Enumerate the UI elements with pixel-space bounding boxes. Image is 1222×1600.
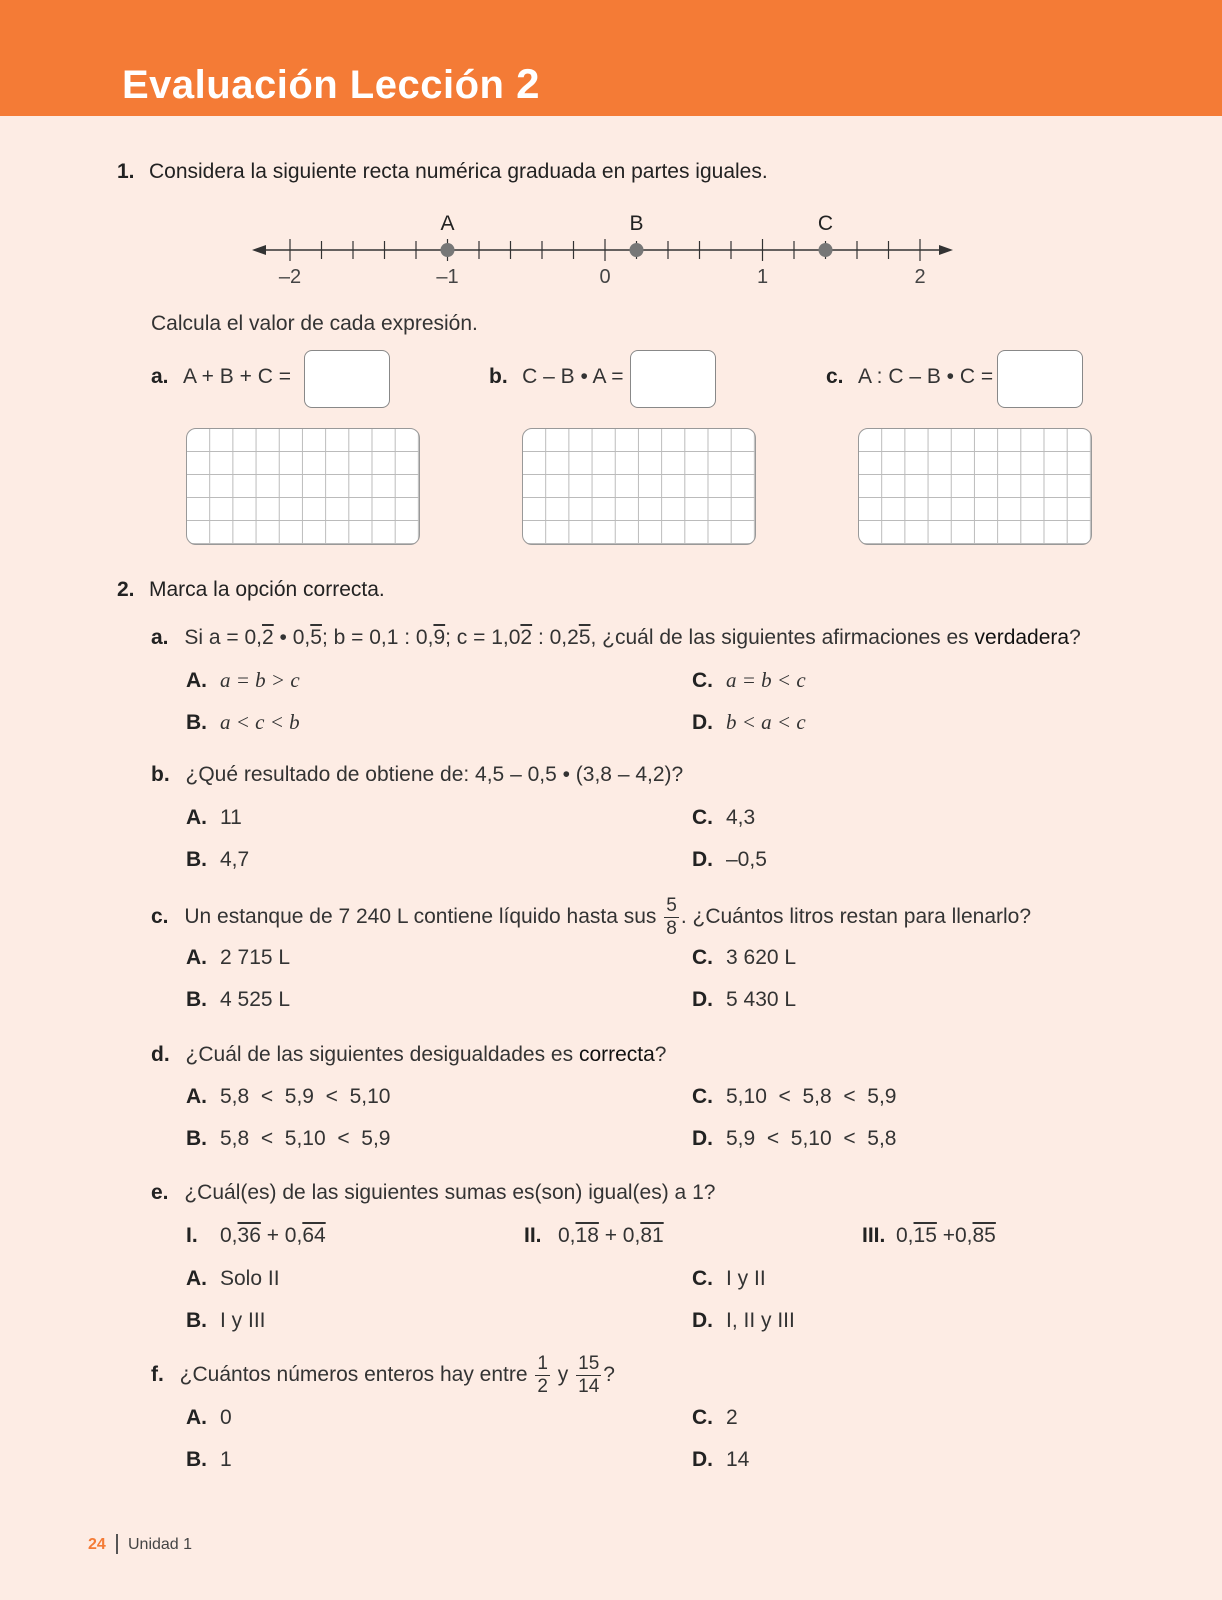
- repeating-digit: 5: [310, 626, 322, 649]
- answer-box-c[interactable]: [997, 350, 1083, 408]
- tick-label: –1: [436, 266, 459, 288]
- question-2f: [151, 1353, 615, 1398]
- text-fragment: ; c = 1,0: [445, 626, 521, 649]
- option-text: b < a < c: [726, 710, 806, 734]
- option-2d-C[interactable]: [692, 1085, 896, 1109]
- page-number: 24: [88, 1536, 106, 1553]
- emphasis-word: verdadera: [974, 626, 1070, 649]
- option-text: 5,8 < 5,10 < 5,9: [220, 1127, 391, 1150]
- option-letter: C.: [692, 1267, 713, 1290]
- page-title: [122, 60, 540, 108]
- text-fragment: ; b = 0,1 : 0,: [321, 626, 434, 649]
- emphasis-word: correcta: [578, 1043, 655, 1066]
- part-letter: b.: [489, 365, 508, 388]
- sub-letter: e.: [151, 1181, 169, 1204]
- lesson-number: 2: [516, 60, 540, 107]
- option-text: 5,8 < 5,9 < 5,10: [220, 1085, 391, 1108]
- text-fragment: + 0,: [598, 1224, 641, 1247]
- option-text: 5 430 L: [726, 988, 797, 1011]
- fraction-numerator: 15: [578, 1353, 600, 1374]
- question-2c: [151, 895, 1031, 940]
- point-label: B: [629, 212, 644, 235]
- text-fragment: a = 0,: [208, 626, 263, 649]
- point-b: [630, 243, 644, 257]
- sum-III: [862, 1224, 996, 1248]
- text-fragment: 0,: [558, 1224, 576, 1247]
- work-grid-a[interactable]: [186, 428, 420, 545]
- option-letter: C.: [692, 669, 713, 692]
- option-text: 3 620 L: [726, 946, 797, 969]
- repeating-digits: 81: [640, 1224, 664, 1247]
- option-letter: D.: [692, 711, 713, 734]
- option-letter: A.: [186, 1267, 207, 1290]
- option-letter: D.: [692, 848, 713, 871]
- tick-label: 0: [599, 266, 611, 288]
- option-text: 14: [726, 1448, 750, 1471]
- work-grid-b[interactable]: [522, 428, 756, 545]
- repeating-digits: 64: [302, 1224, 326, 1247]
- option-letter: A.: [186, 1406, 207, 1429]
- footer-divider: [116, 1534, 118, 1554]
- sub-letter: c.: [151, 905, 169, 929]
- instruction-text: Calcula el valor de cada expresión.: [151, 312, 478, 335]
- option-2b-B[interactable]: [186, 848, 249, 872]
- answer-box-b[interactable]: [630, 350, 716, 408]
- fraction-numerator: 5: [666, 895, 677, 916]
- tick-label: –2: [278, 266, 302, 288]
- option-2b-A[interactable]: [186, 806, 242, 830]
- question-2-header: [117, 578, 385, 602]
- part-a-expression: [151, 365, 291, 389]
- repeating-digits: 85: [972, 1224, 996, 1247]
- option-text: 2 715 L: [220, 946, 291, 969]
- option-text: 5,9 < 5,10 < 5,8: [726, 1127, 897, 1150]
- arrow-left-icon: [252, 245, 266, 255]
- question-number: 2.: [117, 578, 135, 601]
- roman-numeral: III.: [862, 1224, 886, 1247]
- part-letter: c.: [826, 365, 844, 388]
- option-2b-C[interactable]: [692, 806, 755, 830]
- part-c-expression: [826, 365, 993, 389]
- option-text: a < c < b: [220, 710, 300, 734]
- option-letter: D.: [692, 988, 713, 1011]
- option-text: I y II: [726, 1267, 766, 1290]
- option-2e-B[interactable]: [186, 1309, 266, 1333]
- option-2a-B[interactable]: [186, 710, 300, 735]
- part-b-expression: [489, 365, 623, 389]
- fraction-denominator: 2: [537, 1376, 548, 1397]
- text-fragment: Un estanque de 7 240 L contiene líquido hasta sus: [184, 905, 663, 929]
- sub-letter: f.: [151, 1363, 164, 1387]
- sub-letter: b.: [151, 763, 170, 786]
- option-2f-C[interactable]: [692, 1406, 738, 1430]
- option-letter: B.: [186, 711, 207, 734]
- option-text: I, II y III: [726, 1309, 795, 1332]
- option-letter: B.: [186, 1127, 207, 1150]
- work-grid-c[interactable]: [858, 428, 1092, 545]
- option-2f-D[interactable]: [692, 1448, 749, 1472]
- option-text: 4 525 L: [220, 988, 291, 1011]
- option-letter: B.: [186, 988, 207, 1011]
- option-2e-C[interactable]: [692, 1267, 766, 1291]
- repeating-digits: 18: [575, 1224, 599, 1247]
- roman-numeral: I.: [186, 1224, 198, 1247]
- question-2a: [151, 626, 1081, 650]
- repeating-digit: 9: [433, 626, 446, 649]
- repeating-digit: 5: [578, 626, 591, 649]
- option-2d-B[interactable]: [186, 1127, 390, 1151]
- option-2d-D[interactable]: [692, 1127, 896, 1151]
- option-2c-D[interactable]: [692, 988, 796, 1012]
- option-2a-D[interactable]: [692, 710, 806, 735]
- sum-I: [186, 1224, 326, 1248]
- repeating-digit: 2: [520, 626, 533, 649]
- expression-text: A + B + C =: [182, 365, 291, 388]
- text-fragment: ¿Cuántos números enteros hay entre: [179, 1363, 534, 1387]
- question-1-header: [117, 160, 768, 184]
- text-fragment: ?: [654, 1043, 667, 1066]
- fraction-denominator: 8: [666, 918, 677, 939]
- option-text: 0: [220, 1406, 232, 1429]
- fraction-numerator: 1: [537, 1353, 548, 1374]
- option-2b-D[interactable]: [692, 848, 767, 872]
- option-letter: A.: [186, 946, 207, 969]
- option-text: 11: [220, 806, 242, 829]
- option-2c-B[interactable]: [186, 988, 290, 1012]
- fraction: [576, 1353, 601, 1398]
- sum-II: [524, 1224, 664, 1248]
- point-a: [441, 243, 455, 257]
- option-text: I y III: [220, 1309, 266, 1332]
- option-2a-A[interactable]: [186, 668, 300, 693]
- point-c: [819, 243, 833, 257]
- sub-letter: a.: [151, 626, 169, 649]
- question-prompt: Marca la opción correcta.: [148, 578, 385, 601]
- text-fragment: + 0,: [260, 1224, 303, 1247]
- answer-box-a[interactable]: [304, 350, 390, 408]
- option-letter: D.: [692, 1127, 713, 1150]
- text-fragment: . ¿Cuántos litros restan para llenarlo?: [680, 905, 1032, 929]
- option-text: 4,7: [220, 848, 250, 871]
- option-2d-A[interactable]: [186, 1085, 390, 1109]
- question-prompt: Considera la siguiente recta numérica graduada en partes iguales.: [148, 160, 768, 183]
- option-text: Solo II: [220, 1267, 280, 1290]
- question-text: ¿Qué resultado de obtiene de: 4,5 – 0,5 • (3,8 – 4,2)?: [185, 763, 684, 786]
- text-fragment: +0,: [936, 1224, 973, 1247]
- text-fragment: Si: [184, 626, 209, 649]
- option-letter: A.: [186, 806, 207, 829]
- option-letter: C.: [692, 806, 713, 829]
- option-text: a = b > c: [220, 668, 300, 692]
- part-letter: a.: [151, 365, 169, 388]
- arrow-right-icon: [939, 245, 953, 255]
- option-2e-A[interactable]: [186, 1267, 280, 1291]
- roman-numeral: II.: [524, 1224, 542, 1247]
- fraction-denominator: 14: [578, 1376, 600, 1397]
- option-2c-A[interactable]: [186, 946, 290, 970]
- text-fragment: • 0,: [273, 626, 311, 649]
- text-fragment: , ¿cuál de las siguientes afirmaciones es: [590, 626, 975, 649]
- point-label: C: [817, 212, 834, 235]
- question-2b: [151, 763, 683, 787]
- text-fragment: ?: [603, 1363, 615, 1387]
- text-fragment: 0,: [220, 1224, 238, 1247]
- unit-label: Unidad 1: [128, 1536, 193, 1553]
- repeating-digits: 15: [913, 1224, 937, 1247]
- question-number: 1.: [117, 160, 135, 183]
- option-letter: B.: [186, 1448, 207, 1471]
- header-banner: [0, 0, 1222, 116]
- option-letter: D.: [692, 1448, 713, 1471]
- option-letter: A.: [186, 1085, 207, 1108]
- option-text: –0,5: [726, 848, 767, 871]
- tick-label: 2: [914, 266, 926, 288]
- option-text: 5,10 < 5,8 < 5,9: [726, 1085, 897, 1108]
- option-letter: B.: [186, 848, 207, 871]
- sub-letter: d.: [151, 1043, 170, 1066]
- option-text: 4,3: [726, 806, 756, 829]
- expression-text: C – B • A =: [522, 365, 624, 388]
- option-2e-D[interactable]: [692, 1309, 795, 1333]
- option-letter: D.: [692, 1309, 713, 1332]
- fraction: [664, 895, 679, 940]
- option-letter: C.: [692, 946, 713, 969]
- repeating-digit: 2: [262, 626, 274, 649]
- tick-label: 1: [756, 266, 769, 288]
- option-2c-C[interactable]: [692, 946, 796, 970]
- text-fragment: 0,: [896, 1224, 914, 1247]
- text-fragment: : 0,2: [532, 626, 579, 649]
- question-2e: [151, 1181, 715, 1205]
- option-letter: C.: [692, 1406, 713, 1429]
- option-letter: A.: [186, 669, 207, 692]
- expression-text: A : C – B • C =: [857, 365, 994, 388]
- option-2f-B[interactable]: [186, 1448, 232, 1472]
- text-fragment: ?: [1069, 626, 1081, 649]
- question-2d: [151, 1043, 666, 1067]
- option-letter: C.: [692, 1085, 713, 1108]
- option-text: a = b < c: [726, 668, 806, 692]
- repeating-digits: 36: [237, 1224, 261, 1247]
- text-fragment: y: [551, 1363, 575, 1387]
- option-2a-C[interactable]: [692, 668, 806, 693]
- option-letter: B.: [186, 1309, 207, 1332]
- number-line: [240, 200, 970, 295]
- option-text: 1: [220, 1448, 232, 1471]
- option-2f-A[interactable]: [186, 1406, 232, 1430]
- point-label: A: [440, 212, 455, 235]
- question-text: ¿Cuál(es) de las siguientes sumas es(son) igual(es) a 1?: [184, 1181, 716, 1204]
- title-text: Evaluación Lección: [122, 63, 505, 107]
- text-fragment: ¿Cuál de las siguientes desigualdades es: [185, 1043, 579, 1066]
- fraction: [535, 1353, 550, 1398]
- option-text: 2: [726, 1406, 738, 1429]
